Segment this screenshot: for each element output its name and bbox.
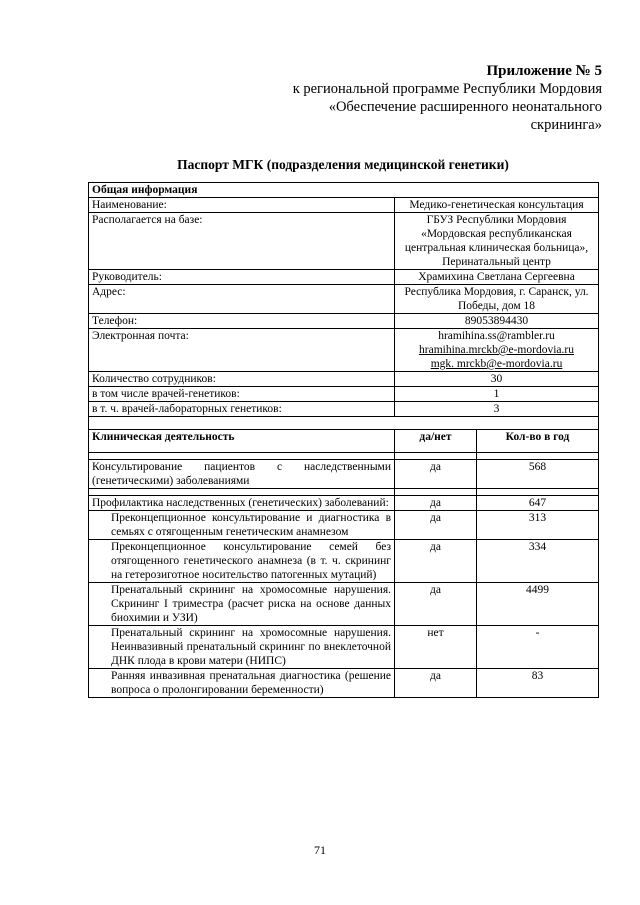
column-header-count: Кол-во в год xyxy=(477,430,599,453)
column-header-yesno: да/нет xyxy=(395,430,477,453)
activity-count: 334 xyxy=(477,540,599,583)
document-title: Паспорт МГК (подразделения медицинской генетики) xyxy=(177,157,509,172)
table-row xyxy=(89,372,599,387)
table-row xyxy=(89,460,599,489)
table-row xyxy=(89,511,599,540)
row-label: в т. ч. врачей-лабораторных генетиков: xyxy=(89,402,395,417)
spacer-cell xyxy=(477,453,599,460)
blank-cell xyxy=(89,417,599,430)
activity-yesno: да xyxy=(395,540,477,583)
activity-text: Преконцепционное консультирование и диагностика в семьях с отягощенным генетическим анамнезом xyxy=(89,511,395,540)
appendix-title: Приложение № 5 xyxy=(486,63,602,79)
activity-text: Пренатальный скрининг на хромосомные нарушения. Неинвазивный пренатальный скрининг по внеклеточной ДНК плода в крови матери (НИПС) xyxy=(89,626,395,669)
table-row xyxy=(89,213,599,270)
activity-text: Профилактика наследственных (генетических) заболеваний: xyxy=(89,496,395,511)
row-value: ГБУЗ Республики Мордовия «Мордовская республиканская центральная клиническая больница», Перинатальный центр xyxy=(395,213,599,270)
general-heading: Общая информация xyxy=(89,183,599,198)
row-value: 1 xyxy=(395,387,599,402)
activity-count: 568 xyxy=(477,460,599,489)
table-row xyxy=(89,198,599,213)
activity-yesno: да xyxy=(395,669,477,698)
row-label: Руководитель: xyxy=(89,270,395,285)
email-link[interactable]: mgk. mrckb@e-mordovia.ru xyxy=(430,358,563,370)
appendix-line-1: к региональной программе Республики Мордовия xyxy=(292,81,602,97)
table-row xyxy=(89,669,599,698)
appendix-line-2: «Обеспечение расширенного неонатального xyxy=(328,99,602,115)
activity-count: 4499 xyxy=(477,583,599,626)
table-row xyxy=(89,387,599,402)
spacer-row xyxy=(89,489,599,496)
table-row xyxy=(89,496,599,511)
email-label: Электронная почта: xyxy=(89,329,395,372)
email-address: hramihina.ss@rambler.ru xyxy=(438,330,555,342)
spacer-cell xyxy=(395,453,477,460)
table-row xyxy=(89,314,599,329)
activity-count: - xyxy=(477,626,599,669)
activity-yesno: да xyxy=(395,460,477,489)
blank-row xyxy=(89,417,599,430)
row-value: 30 xyxy=(395,372,599,387)
general-heading-row xyxy=(89,183,599,198)
activity-yesno: да xyxy=(395,511,477,540)
email-row xyxy=(89,329,599,372)
table-row xyxy=(89,402,599,417)
table-row xyxy=(89,540,599,583)
table-row xyxy=(89,626,599,669)
document-header xyxy=(262,62,602,134)
email-values xyxy=(395,329,599,372)
page-number: 71 xyxy=(314,843,326,857)
row-label: Телефон: xyxy=(89,314,395,329)
activity-yesno: да xyxy=(395,496,477,511)
activity-yesno: нет xyxy=(395,626,477,669)
clinical-heading: Клиническая деятельность xyxy=(89,430,395,453)
appendix-line-3: скрининга» xyxy=(530,117,602,133)
spacer-cell xyxy=(89,453,395,460)
row-value: Храмихина Светлана Сергеевна xyxy=(395,270,599,285)
activity-count: 313 xyxy=(477,511,599,540)
activity-text: Преконцепционное консультирование семей без отягощенного генетического анамнеза (в т. ч. скрининг на гетерозиготное носительство патогенных мутаций) xyxy=(89,540,395,583)
row-label: Наименование: xyxy=(89,198,395,213)
spacer-cell xyxy=(89,489,395,496)
activity-text: Ранняя инвазивная пренатальная диагностика (решение вопроса о пролонгировании беременности) xyxy=(89,669,395,698)
spacer-row xyxy=(89,453,599,460)
table-row xyxy=(89,270,599,285)
activity-text: Консультирование пациентов с наследственными (генетическими) заболеваниями xyxy=(89,460,395,489)
row-label: Располагается на базе: xyxy=(89,213,395,270)
row-label: Количество сотрудников: xyxy=(89,372,395,387)
clinical-heading-row xyxy=(89,430,599,453)
row-label: Адрес: xyxy=(89,285,395,314)
row-value: Республика Мордовия, г. Саранск, ул. Победы, дом 18 xyxy=(395,285,599,314)
passport-table xyxy=(88,182,599,698)
spacer-cell xyxy=(395,489,477,496)
spacer-cell xyxy=(477,489,599,496)
row-value: 3 xyxy=(395,402,599,417)
row-value: 89053894430 xyxy=(395,314,599,329)
activity-yesno: да xyxy=(395,583,477,626)
row-label: в том числе врачей-генетиков: xyxy=(89,387,395,402)
activity-text: Пренатальный скрининг на хромосомные нарушения. Скрининг I триместра (расчет риска на основе данных биохимии и УЗИ) xyxy=(89,583,395,626)
activity-count: 83 xyxy=(477,669,599,698)
email-link[interactable]: hramihina.mrckb@e-mordovia.ru xyxy=(419,344,574,356)
table-row xyxy=(89,285,599,314)
row-value: Медико-генетическая консультация xyxy=(395,198,599,213)
activity-count: 647 xyxy=(477,496,599,511)
table-row xyxy=(89,583,599,626)
